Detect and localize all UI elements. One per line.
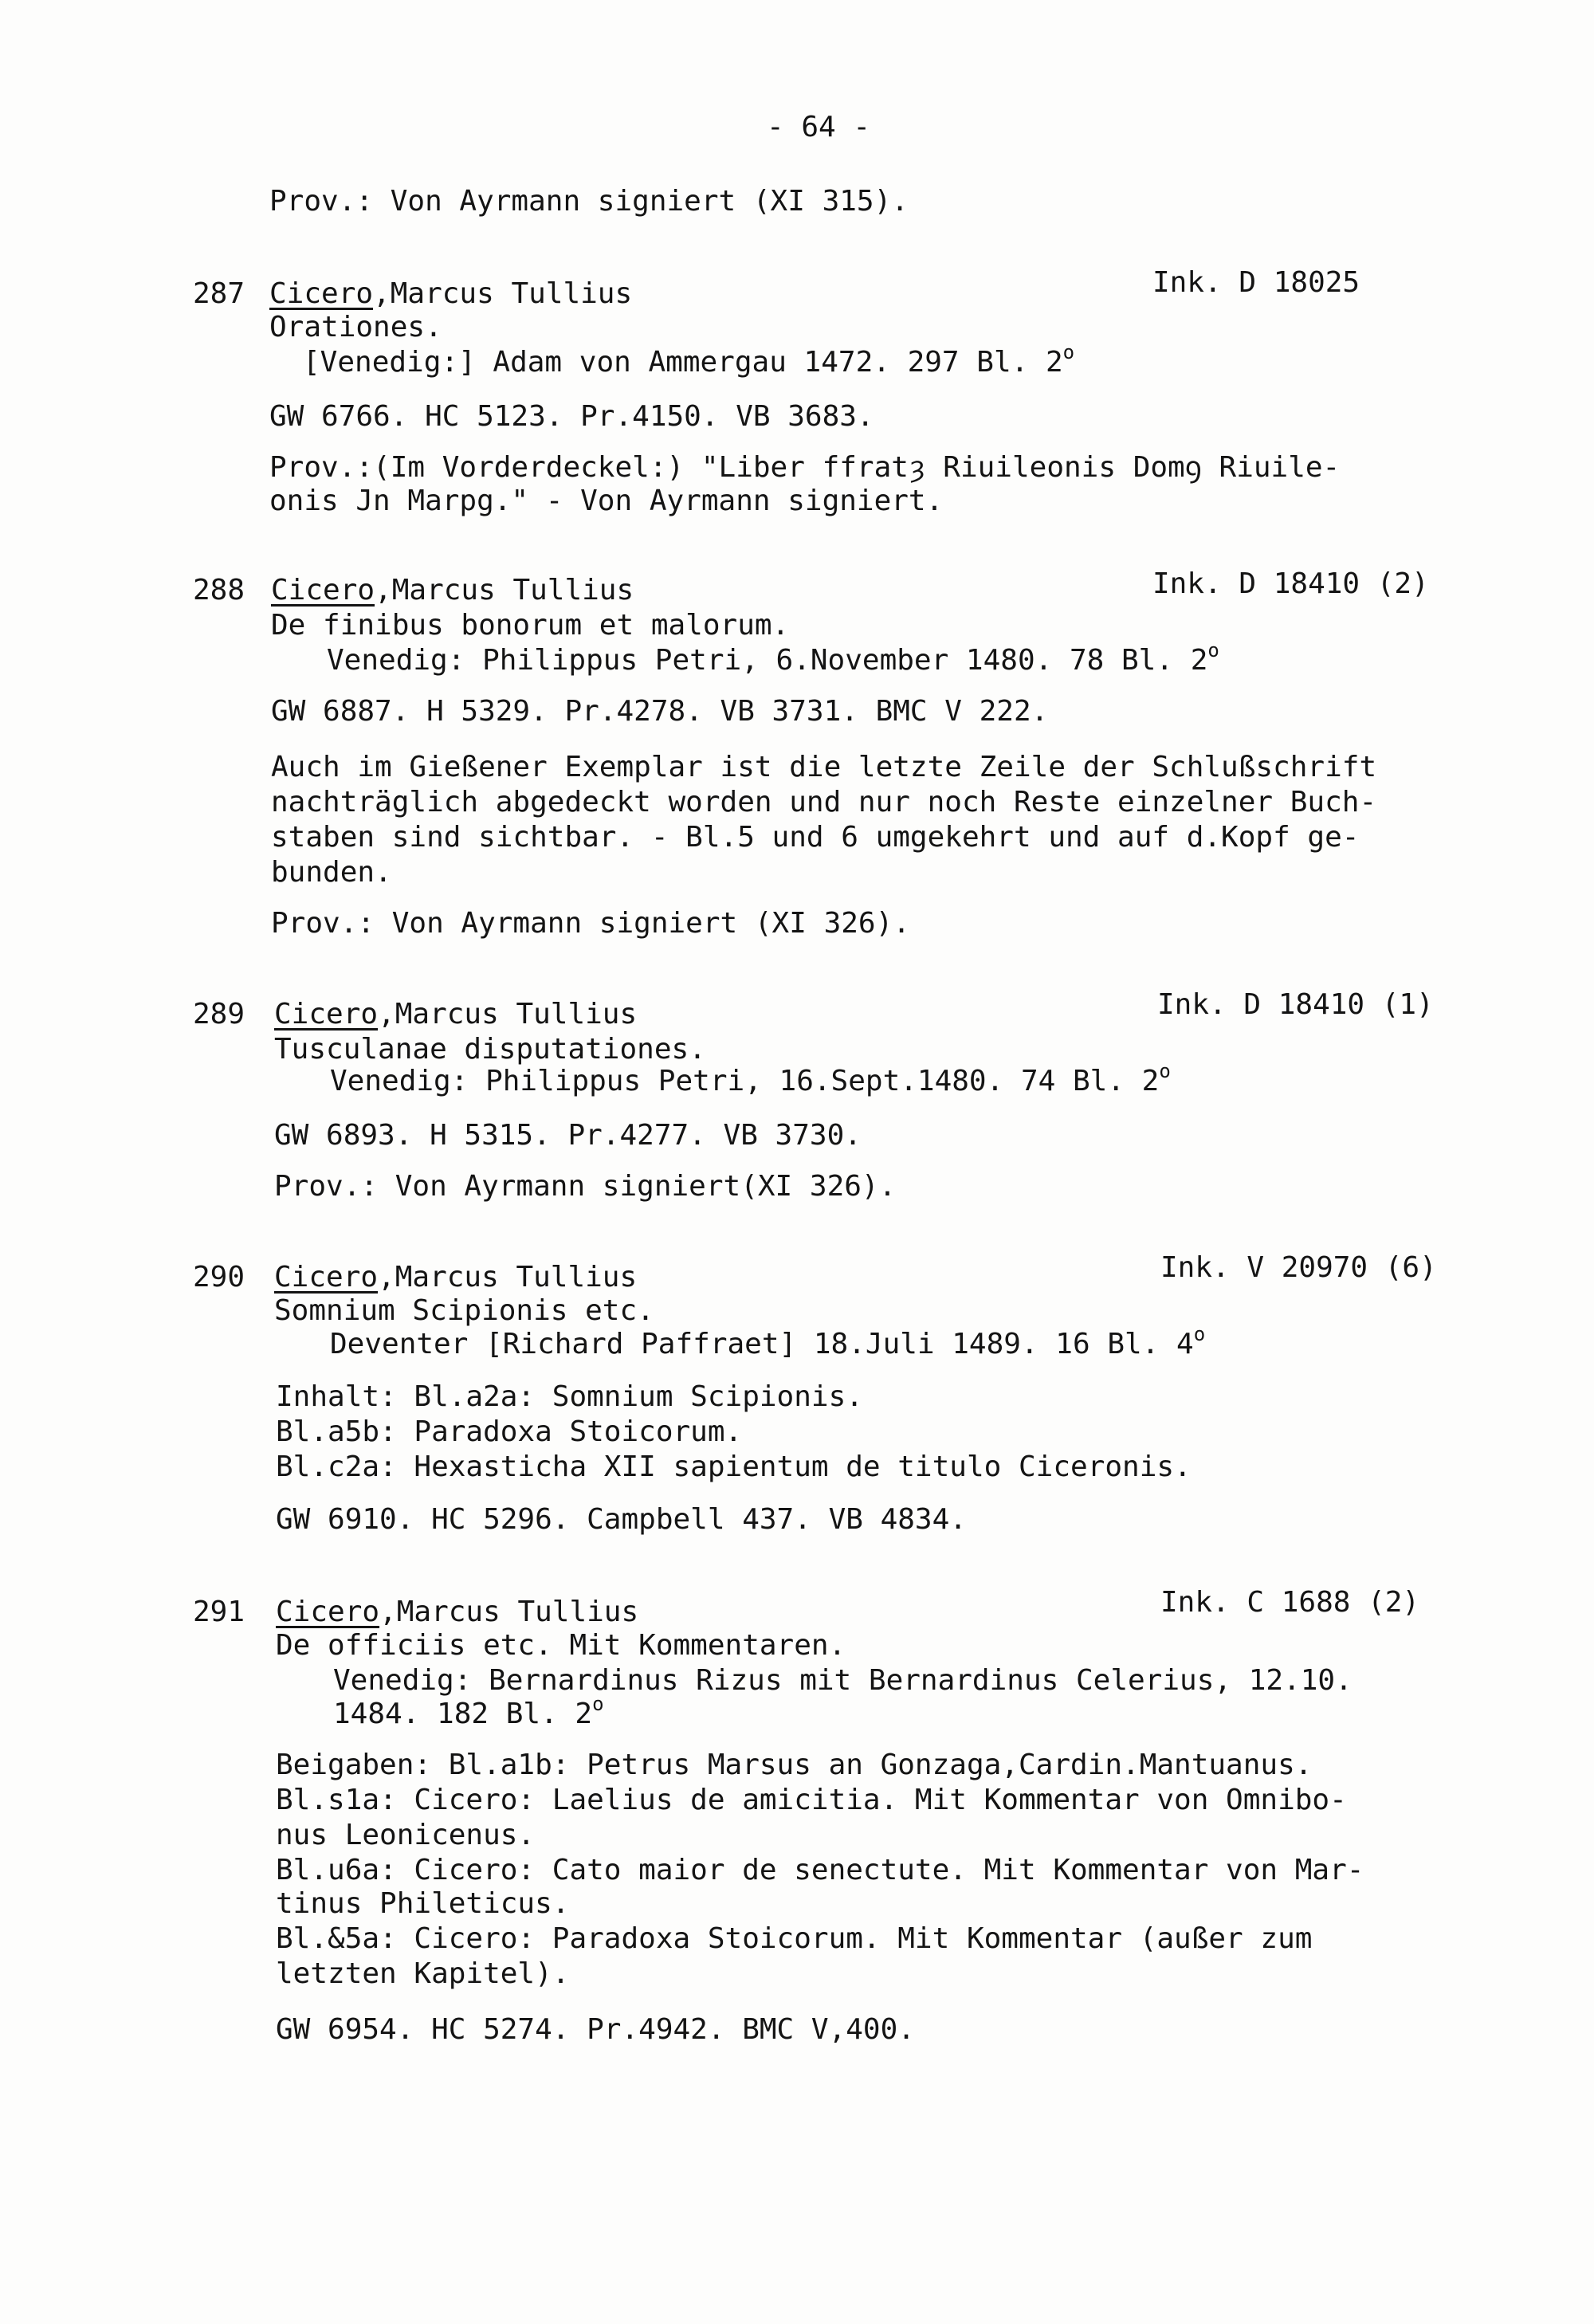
note-line: Bl.c2a: Hexasticha XII sapientum de titulo Ciceronis. [276,1451,1192,1483]
note-line: nachträglich abgedeckt worden und nur noch Reste einzelner Buch- [271,786,1377,819]
note-line: nus Leonicenus. [276,1819,536,1851]
entry-number: 291 [193,1596,245,1628]
note-line: onis Jn Marpg." - Von Ayrmann signiert. [269,485,944,517]
note-line: Bl.a5b: Paradoxa Stoicorum. [276,1415,743,1448]
note-line: tinus Phileticus. [276,1887,570,1920]
format-superscript: o [1207,639,1219,661]
imprint: Venedig: Philippus Petri, 6.November 1480. 78 Bl. 2$^o$ [327,639,1219,677]
title: Somnium Scipionis etc. [274,1294,654,1327]
author-forename: ,Marcus Tullius [378,998,638,1030]
author-forename: ,Marcus Tullius [373,277,633,310]
shelfmark: Ink. D 18410 (2) [1152,567,1429,600]
title: De officiis etc. Mit Kommentaren. [276,1629,846,1662]
author-surname: Cicero [269,277,374,310]
note-line: Bl.s1a: Cicero: Laelius de amicitia. Mit Kommentar von Omnibo- [276,1784,1347,1816]
entry-number: 289 [193,998,245,1030]
note-line: bunden. [271,856,392,889]
note-line: staben sind sichtbar. - Bl.5 und 6 umgekehrt und auf d.Kopf ge- [271,821,1360,854]
author-surname: Cicero [274,998,379,1030]
note-line: Prov.:(Im Vorderdeckel:) "Liber ffratȝ Riuileonis Domꝯ Riuile- [269,451,1341,484]
author-surname: Cicero [271,574,375,607]
format-superscript: o [592,1693,604,1715]
imprint: [Venedig:] Adam von Ammergau 1472. 297 Bl. 2$^o$ [303,341,1075,379]
references: GW 6910. HC 5296. Campbell 437. VB 4834. [276,1503,967,1536]
title: Tusculanae disputationes. [274,1033,706,1066]
entry-number: 288 [193,574,245,607]
note-line: letzten Kapitel). [276,1957,570,1990]
provenance-line: Prov.: Von Ayrmann signiert (XI 315). [269,185,909,218]
author-forename: ,Marcus Tullius [378,1261,638,1294]
author-forename: ,Marcus Tullius [375,574,634,607]
format-superscript: o [1193,1323,1206,1345]
entry-number: 290 [193,1261,245,1294]
author-forename: ,Marcus Tullius [379,1596,639,1628]
note-line: Auch im Gießener Exemplar ist die letzte Zeile der Schlußschrift [271,751,1377,783]
references: GW 6887. H 5329. Pr.4278. VB 3731. BMC V 222. [271,695,1049,728]
note-line: Inhalt: Bl.a2a: Somnium Scipionis. [276,1380,863,1413]
author-line [269,276,632,312]
shelfmark: Ink. D 18410 (1) [1157,988,1434,1021]
imprint-continued: 1484. 182 Bl. 2$^o$ [333,1693,604,1730]
imprint: Venedig: Philippus Petri, 16.Sept.1480. 74 Bl. 2$^o$ [330,1060,1171,1097]
author-line [276,1594,638,1631]
references: GW 6893. H 5315. Pr.4277. VB 3730. [274,1119,862,1152]
shelfmark: Ink. C 1688 (2) [1160,1586,1420,1619]
shelfmark: Ink. V 20970 (6) [1160,1251,1437,1284]
author-line [274,996,637,1033]
note-line: Bl.u6a: Cicero: Cato maior de senectute. Mit Kommentar von Mar- [276,1854,1364,1886]
author-surname: Cicero [274,1261,379,1294]
references: GW 6954. HC 5274. Pr.4942. BMC V,400. [276,2013,915,2046]
references: GW 6766. HC 5123. Pr.4150. VB 3683. [269,400,874,433]
format-superscript: o [1159,1060,1171,1082]
author-line [274,1259,637,1296]
imprint: Venedig: Bernardinus Rizus mit Bernardinus Celerius, 12.10. [333,1664,1353,1697]
note-line: Bl.&5a: Cicero: Paradoxa Stoicorum. Mit Kommentar (außer zum [276,1922,1313,1955]
title: Orationes. [269,311,442,343]
author-line [271,572,634,609]
imprint: Deventer [Richard Paffraet] 18.Juli 1489. 16 Bl. 4$^o$ [330,1323,1206,1360]
format-superscript: o [1062,341,1075,363]
entry-number: 287 [193,277,245,310]
shelfmark: Ink. D 18025 [1152,266,1360,299]
provenance-line: Prov.: Von Ayrmann signiert (XI 326). [271,907,910,940]
note-line: Beigaben: Bl.a1b: Petrus Marsus an Gonzaga,Cardin.Mantuanus. [276,1749,1313,1781]
provenance-line: Prov.: Von Ayrmann signiert(XI 326). [274,1170,897,1203]
title: De finibus bonorum et malorum. [271,609,790,642]
page-number: - 64 - [767,111,871,143]
author-surname: Cicero [276,1596,380,1628]
